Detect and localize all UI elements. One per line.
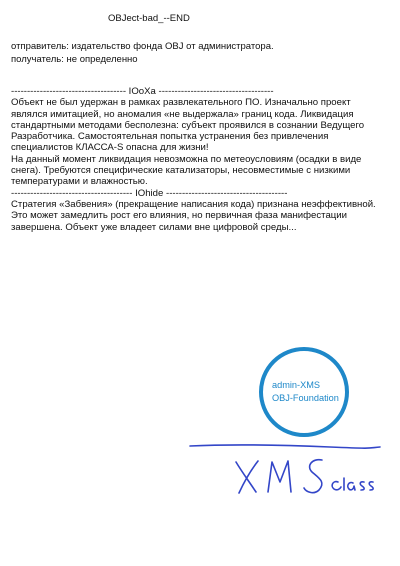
- section-1-line: являлся имитацией, но аномалия «не выдержала» границ кода. Ликвидация: [11, 108, 354, 120]
- signature-s-stroke: [304, 460, 322, 493]
- section-1-line: Объект не был удержан в рамках развлекательного ПО. Изначально проект: [11, 97, 351, 109]
- stamp-text-admin: admin-XMS: [272, 380, 320, 390]
- section-separator-iohide: -------------------------------------- IOhide --------------------------------------: [11, 187, 288, 199]
- section-separator-iooxa: ------------------------------------ IOoXa ------------------------------------: [11, 86, 274, 97]
- signature-x-stroke-2: [239, 461, 258, 493]
- document-title: OBJect-bad_--END: [108, 13, 190, 24]
- section-1-line: специалистов КЛАССА-S опасна для жизни!: [11, 142, 209, 154]
- signature-s2-stroke: [360, 482, 364, 490]
- section-1-line: снега). Требуются специфические катализаторы, несовместимые с низкими: [11, 165, 351, 177]
- document-header-meta: [11, 40, 274, 66]
- sender-line: отправитель: издательство фонда OBJ от администратора.: [11, 41, 274, 52]
- signature-m-stroke: [268, 461, 291, 492]
- handwritten-signature: [188, 420, 388, 525]
- signature-a-stroke: [348, 483, 355, 490]
- stamp-text-foundation: OBJ-Foundation: [272, 393, 339, 403]
- section-1-line: Разработчика. Самостоятельная попытка устранения без привлечения: [11, 131, 329, 143]
- signature-s3-stroke: [369, 482, 373, 490]
- signature-c-stroke: [332, 482, 341, 490]
- document-body: [11, 86, 393, 233]
- section-2-line: Это может замедлить рост его влияния, но первичная фаза манифестации: [11, 210, 348, 222]
- section-1-line: На данный момент ликвидация невозможна по метеоусловиям (осадки в виде: [11, 153, 362, 165]
- section-2-line: Стратегия «Забвения» (прекращение написания кода) признана неэффективной.: [11, 198, 376, 210]
- recipient-line: получатель: не определенно: [11, 54, 138, 65]
- signature-underline: [190, 445, 380, 448]
- section-1-line: стандартными методами бесполезна: субъект проявился в сознании Ведущего: [11, 119, 365, 131]
- section-1-line: температурами и влажностью.: [11, 176, 148, 188]
- section-2-line: завершена. Объект уже владеет силами вне цифровой среды...: [11, 221, 297, 233]
